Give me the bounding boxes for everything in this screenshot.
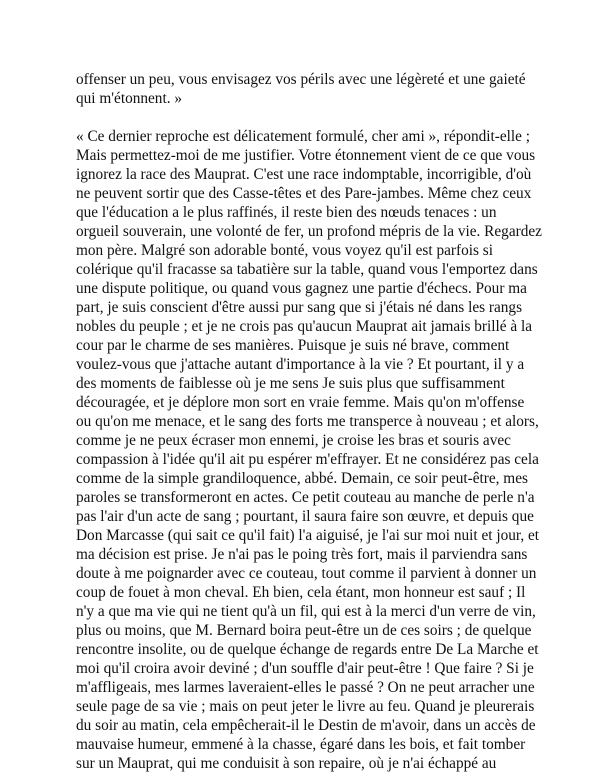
text-line: ne peuvent sortir que des Casse-têtes et des Pare-jambes. Même chez ceux [76,185,532,202]
text-line: sur un Mauprat, qui me conduisit à son repaire, où je n'ai échappé au [76,755,497,772]
text-line: mon père. Malgré son adorable bonté, vous voyez qu'il est parfois si [76,242,493,259]
text-line: seule page de sa vie ; mais on peut jeter le livre au feu. Quand je pleurerais [76,698,535,715]
text-line: ignorez la race des Mauprat. C'est une race indomptable, incorrigible, d'où [76,166,532,183]
text-line: pas l'air d'un acte de sang ; pourtant, il saura faire son œuvre, et depuis que [76,508,534,525]
text-line: rencontre insolite, ou de quelque échange de regards entre De La Marche et [76,641,539,658]
text-line: orgueil souverain, une volonté de fer, un profond mépris de la vie. Regardez [76,223,542,240]
text-line: compassion à l'idée qu'il ait pu espérer m'effrayer. Et ne considérez pas cela [76,451,539,468]
text-line: découragée, et je déplore mon sort en vraie femme. Mais qu'on m'offense [76,394,525,411]
text-line: ma décision est prise. Je n'ai pas le poing très fort, mais il parviendra sans [76,546,528,563]
paragraph-1 [76,70,524,108]
text-line: ou qu'on me menace, et le sang des forts me transperce à nouveau ; et alors, [76,413,539,430]
text-line: comme de la simple grandiloquence, abbé. Demain, ce soir peut-être, mes [76,470,528,487]
text-line: plus ou moins, que M. Bernard boira peut-être un de ces soirs ; de quelque [76,622,532,639]
text-line: nobles du peuple ; et je ne crois pas qu'aucun Mauprat ait jamais brillé à la [76,318,532,335]
text-line: offenser un peu, vous envisagez vos périls avec une légèreté et une gaieté [76,71,526,88]
text-line: des moments de faiblesse où je me sens Je suis plus que suffisamment [76,375,505,392]
text-line: cour par le charme de ses manières. Puisque je suis né brave, comment [76,337,510,354]
text-line: moi qu'il croira avoir deviné ; d'un souffle d'air peut-être ! Que faire ? Si je [76,660,534,677]
text-line: qui m'étonnent. » [76,90,182,107]
text-line: Don Marcasse (qui sait ce qu'il fait) l'a aiguisé, je l'ai sur moi nuit et jour, et [76,527,540,544]
text-line: coup de fouet à mon cheval. Eh bien, cela étant, mon honneur est sauf ; Il [76,584,526,601]
text-line: du soir au matin, cela empêcherait-il le Destin de m'avoir, dans un accès de [76,717,536,734]
text-line: doute à me poignarder avec ce couteau, tout comme il parvient à donner un [76,565,537,582]
text-line: « Ce dernier reproche est délicatement formulé, cher ami », répondit-elle ; [76,128,531,145]
document-page [76,70,542,773]
text-line: m'affligeais, mes larmes laveraient-elles le passé ? On ne peut arracher une [76,679,535,696]
text-line: que l'éducation a le plus raffinés, il reste bien des nœuds tenaces : un [76,204,497,221]
text-line: comme je ne peux écraser mon ennemi, je croise les bras et souris avec [76,432,511,449]
text-line: Mais permettez-moi de me justifier. Votre étonnement vient de ce que vous [76,147,536,164]
text-line: une dispute politique, ou quand vous gagnez une partie d'échecs. Pour ma [76,280,527,297]
text-line: colérique qu'il fracasse sa tabatière sur la table, quand vous l'emportez dans [76,261,538,278]
paragraph-2 [76,127,542,773]
text-line: voulez-vous que j'attache autant d'importance à la vie ? Et pourtant, il y a [76,356,525,373]
text-line: part, je suis conscient d'être aussi pur sang que si j'étais né dans les rangs [76,299,523,316]
text-line: n'y a que ma vie qui ne tient qu'à un fil, qui est à la merci d'un verre de vin, [76,603,536,620]
text-line: mauvaise humeur, emmené à la chasse, égaré dans les bois, et fait tomber [76,736,526,753]
text-line: paroles se transformeront en actes. Ce petit couteau au manche de perle n'a [76,489,535,506]
